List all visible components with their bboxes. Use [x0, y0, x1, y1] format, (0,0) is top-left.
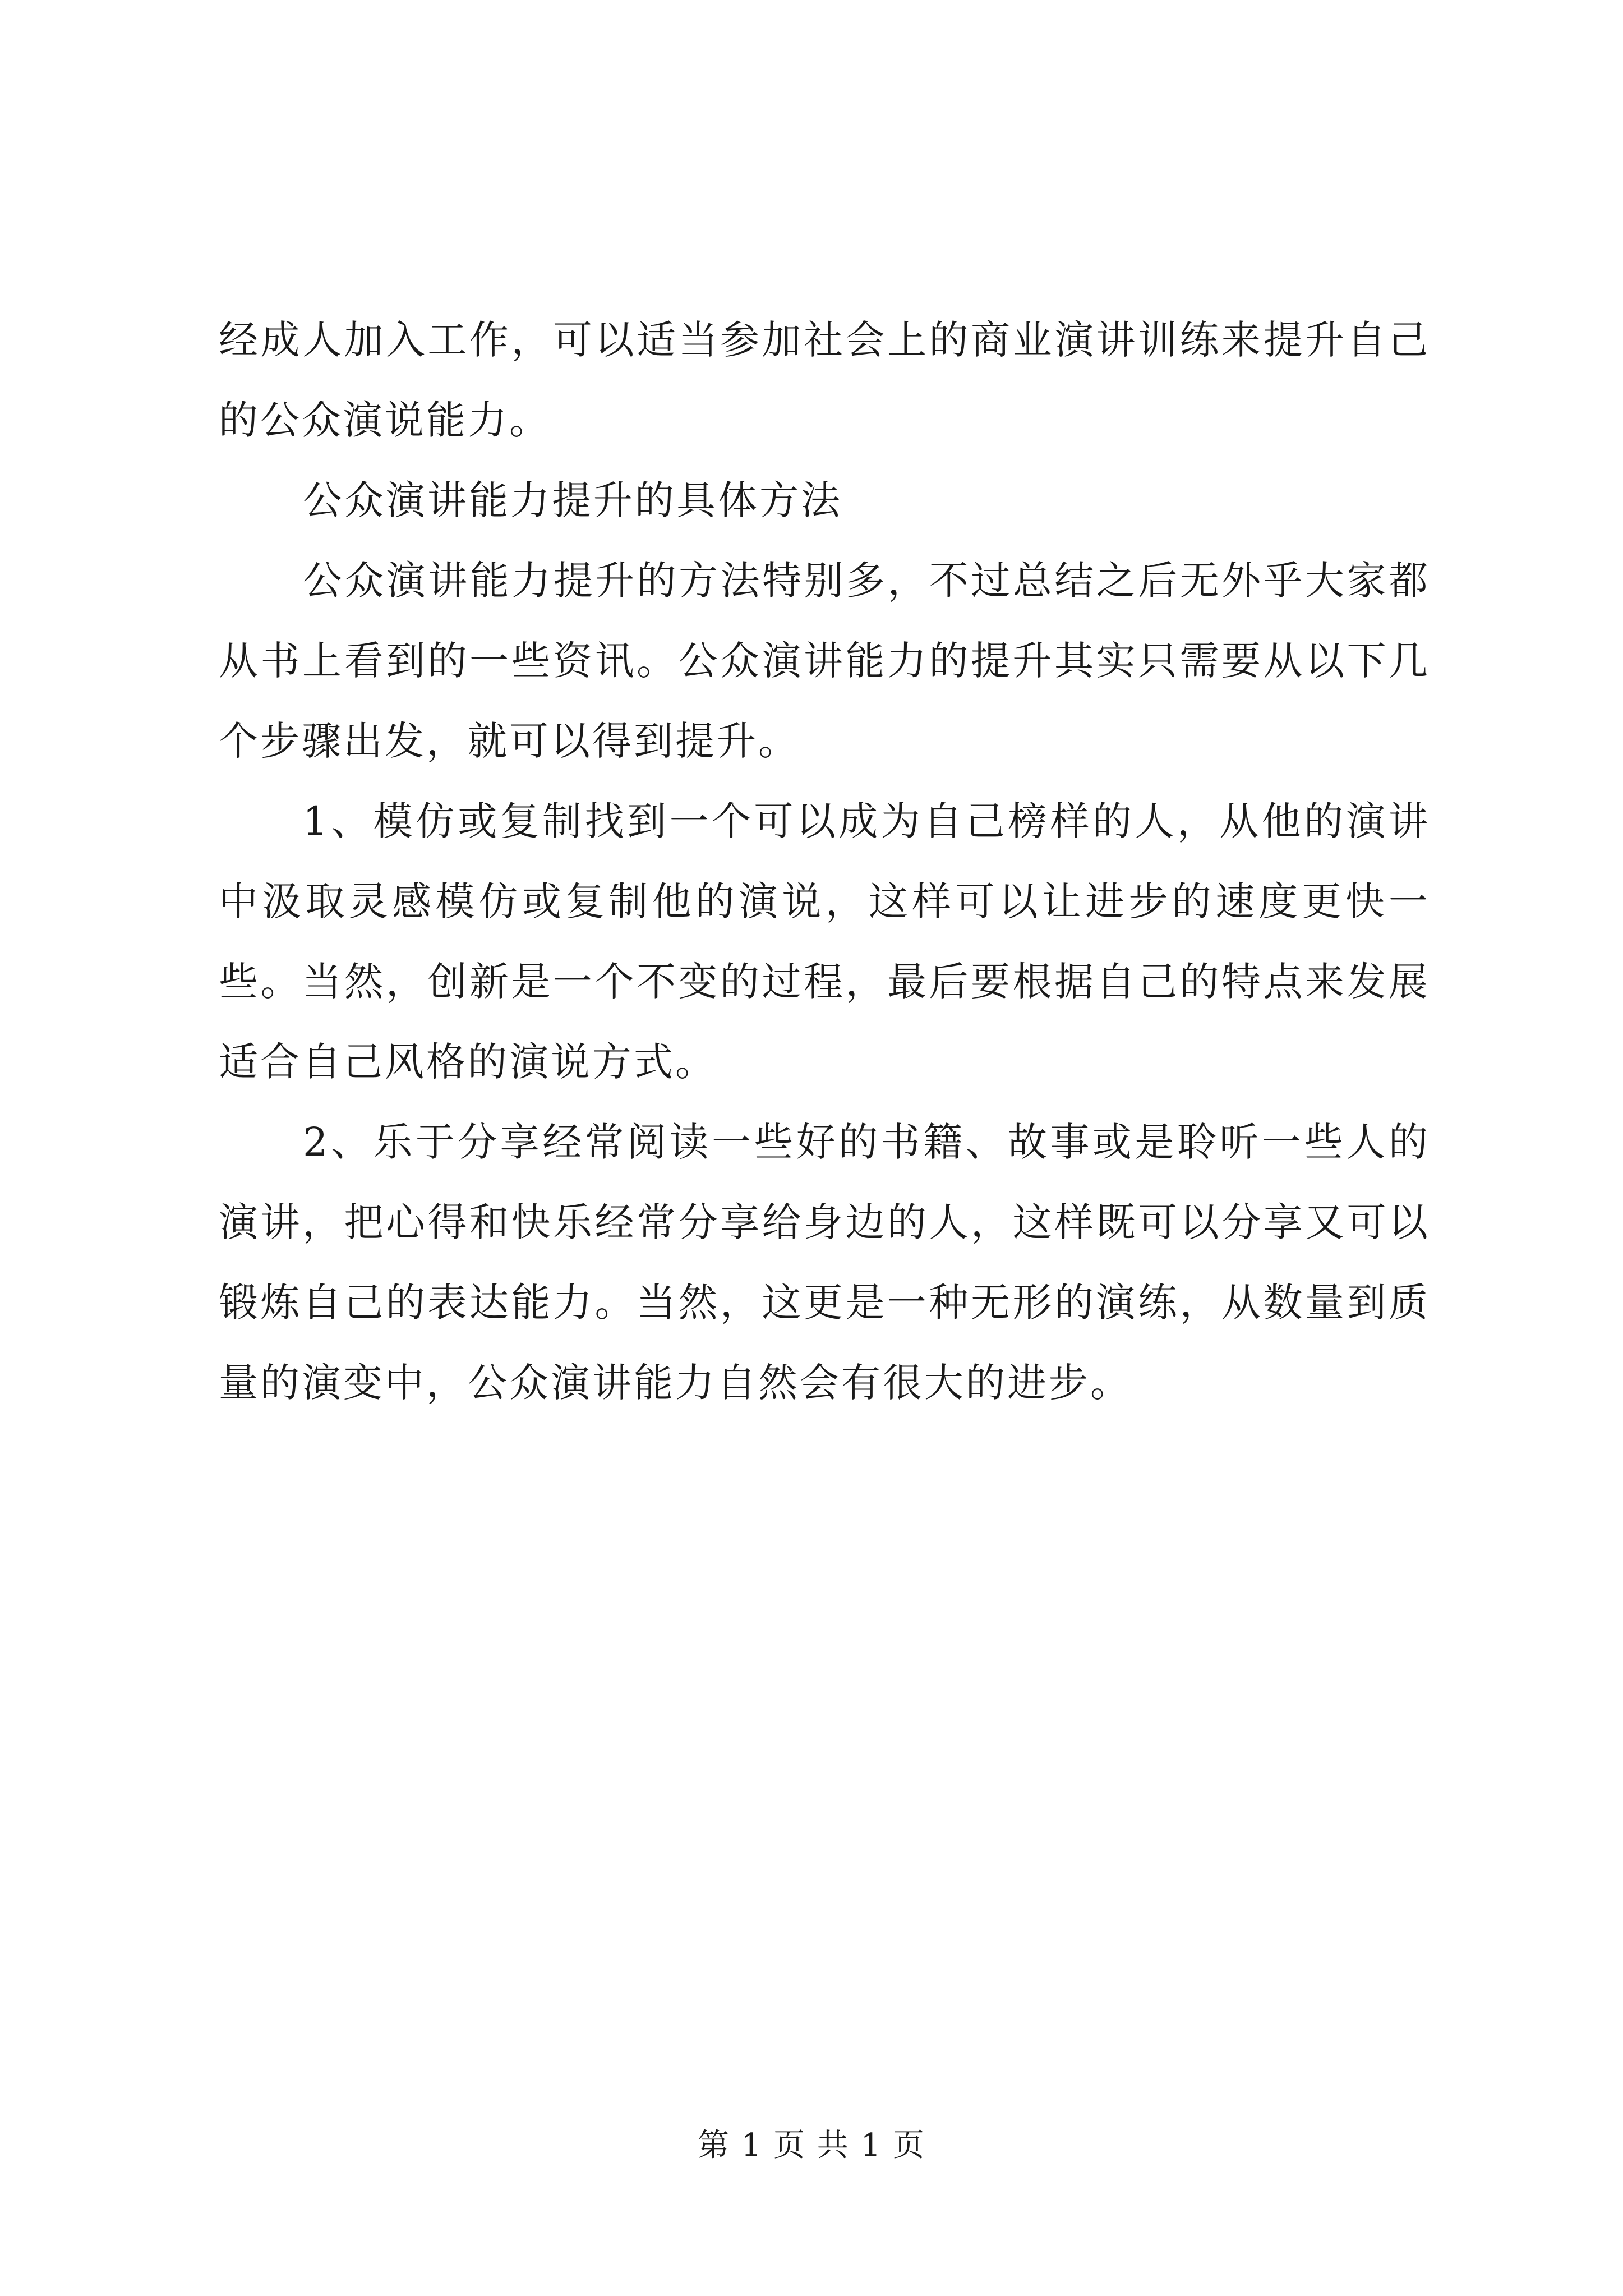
document-body [219, 300, 1430, 1423]
paragraph-step-2: 2、乐于分享经常阅读一些好的书籍、故事或是聆听一些人的演讲，把心得和快乐经常分享给身边的人，这样既可以分享又可以锻炼自己的表达能力。当然，这更是一种无形的演练，从数量到质量的演变中，公众演讲能力自然会有很大的进步。 [219, 1119, 1430, 1406]
section-heading: 公众演讲能力提升的具体方法 [303, 477, 842, 523]
paragraph-step-1: 1、模仿或复制找到一个可以成为自己榜样的人，从他的演讲中汲取灵感模仿或复制他的演说，这样可以让进步的速度更快一些。当然，创新是一个不变的过程，最后要根据自己的特点来发展适合自己风格的演说方式。 [219, 798, 1430, 1085]
page-footer: 第 1 页 共 1 页 [697, 2127, 926, 2164]
paragraph-continuation: 经成人加入工作，可以适当参加社会上的商业演讲训练来提升自己的公众演说能力。 [219, 317, 1430, 443]
paragraph-intro: 公众演讲能力提升的方法特别多，不过总结之后无外乎大家都从书上看到的一些资讯。公众演讲能力的提升其实只需要从以下几个步骤出发，就可以得到提升。 [219, 558, 1430, 764]
